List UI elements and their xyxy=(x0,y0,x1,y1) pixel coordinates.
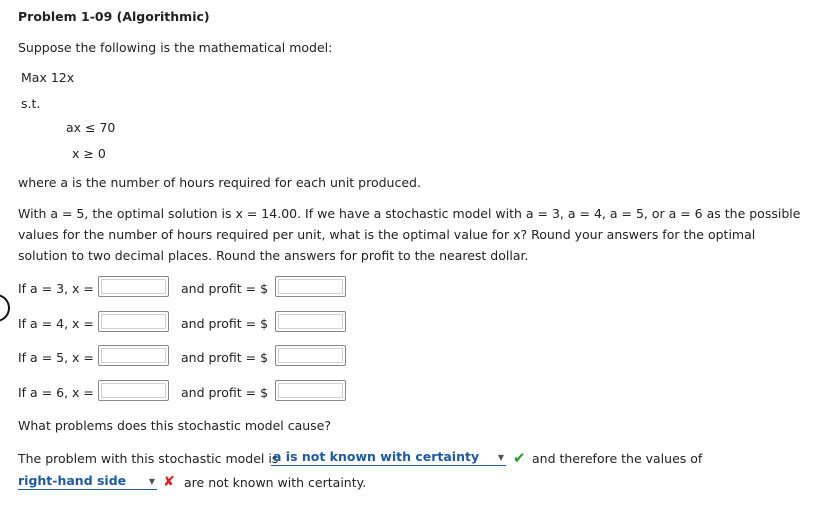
problem-cause-dropdown[interactable] xyxy=(271,450,506,466)
objective-function: Max 12x xyxy=(21,70,75,85)
row-label-a5: If a = 5, x = xyxy=(18,350,94,365)
answer-middle: and therefore the values of xyxy=(532,451,703,466)
row-label-a6: If a = 6, x = xyxy=(18,385,94,400)
profit-label-a4: and profit = $ xyxy=(181,316,269,331)
x-input-a3[interactable] xyxy=(98,276,169,297)
profit-label-a3: and profit = $ xyxy=(181,281,269,296)
uncertain-values-dropdown[interactable] xyxy=(18,474,157,490)
answer-suffix: are not known with certainty. xyxy=(184,475,367,490)
problem-title: Problem 1-09 (Algorithmic) xyxy=(18,9,210,24)
profit-label-a5: and profit = $ xyxy=(181,350,269,365)
incorrect-x-icon: ✘ xyxy=(163,474,175,490)
answer-prefix: The problem with this stochastic model is xyxy=(18,451,279,466)
profit-label-a6: and profit = $ xyxy=(181,385,269,400)
chevron-down-icon: ▼ xyxy=(497,453,504,462)
profit-input-a4[interactable] xyxy=(275,311,346,332)
problem-cause-selected: a is not known with certainty xyxy=(273,449,480,464)
correct-check-icon: ✔ xyxy=(513,449,526,467)
row-label-a3: If a = 3, x = xyxy=(18,281,94,296)
intro-text: Suppose the following is the mathematical model: xyxy=(18,40,333,55)
profit-input-a5[interactable] xyxy=(275,345,346,366)
row-label-a4: If a = 4, x = xyxy=(18,316,94,331)
x-input-a4[interactable] xyxy=(98,311,169,332)
x-input-a6[interactable] xyxy=(98,380,169,401)
side-bracket-decoration xyxy=(0,294,10,322)
constraint-1: ax ≤ 70 xyxy=(66,120,116,135)
profit-input-a3[interactable] xyxy=(275,276,346,297)
question-text: What problems does this stochastic model cause? xyxy=(18,418,332,433)
subject-to-label: s.t. xyxy=(21,96,41,111)
uncertain-values-selected: right-hand side xyxy=(18,473,127,488)
constraint-2: x ≥ 0 xyxy=(72,146,106,161)
where-text: where a is the number of hours required for each unit produced. xyxy=(18,175,421,190)
profit-input-a6[interactable] xyxy=(275,380,346,401)
x-input-a5[interactable] xyxy=(98,345,169,366)
problem-paragraph: With a = 5, the optimal solution is x = 14.00. If we have a stochastic model with a = 3, a = 4, a = 5, or a = 6 as the possible values for the number of hours required per unit, what is the optimal value for x? Round your answers for the optimal solution to two decimal places. Round the answers for profit to the nearest dollar. xyxy=(18,206,801,263)
chevron-down-icon: ▼ xyxy=(148,477,155,486)
